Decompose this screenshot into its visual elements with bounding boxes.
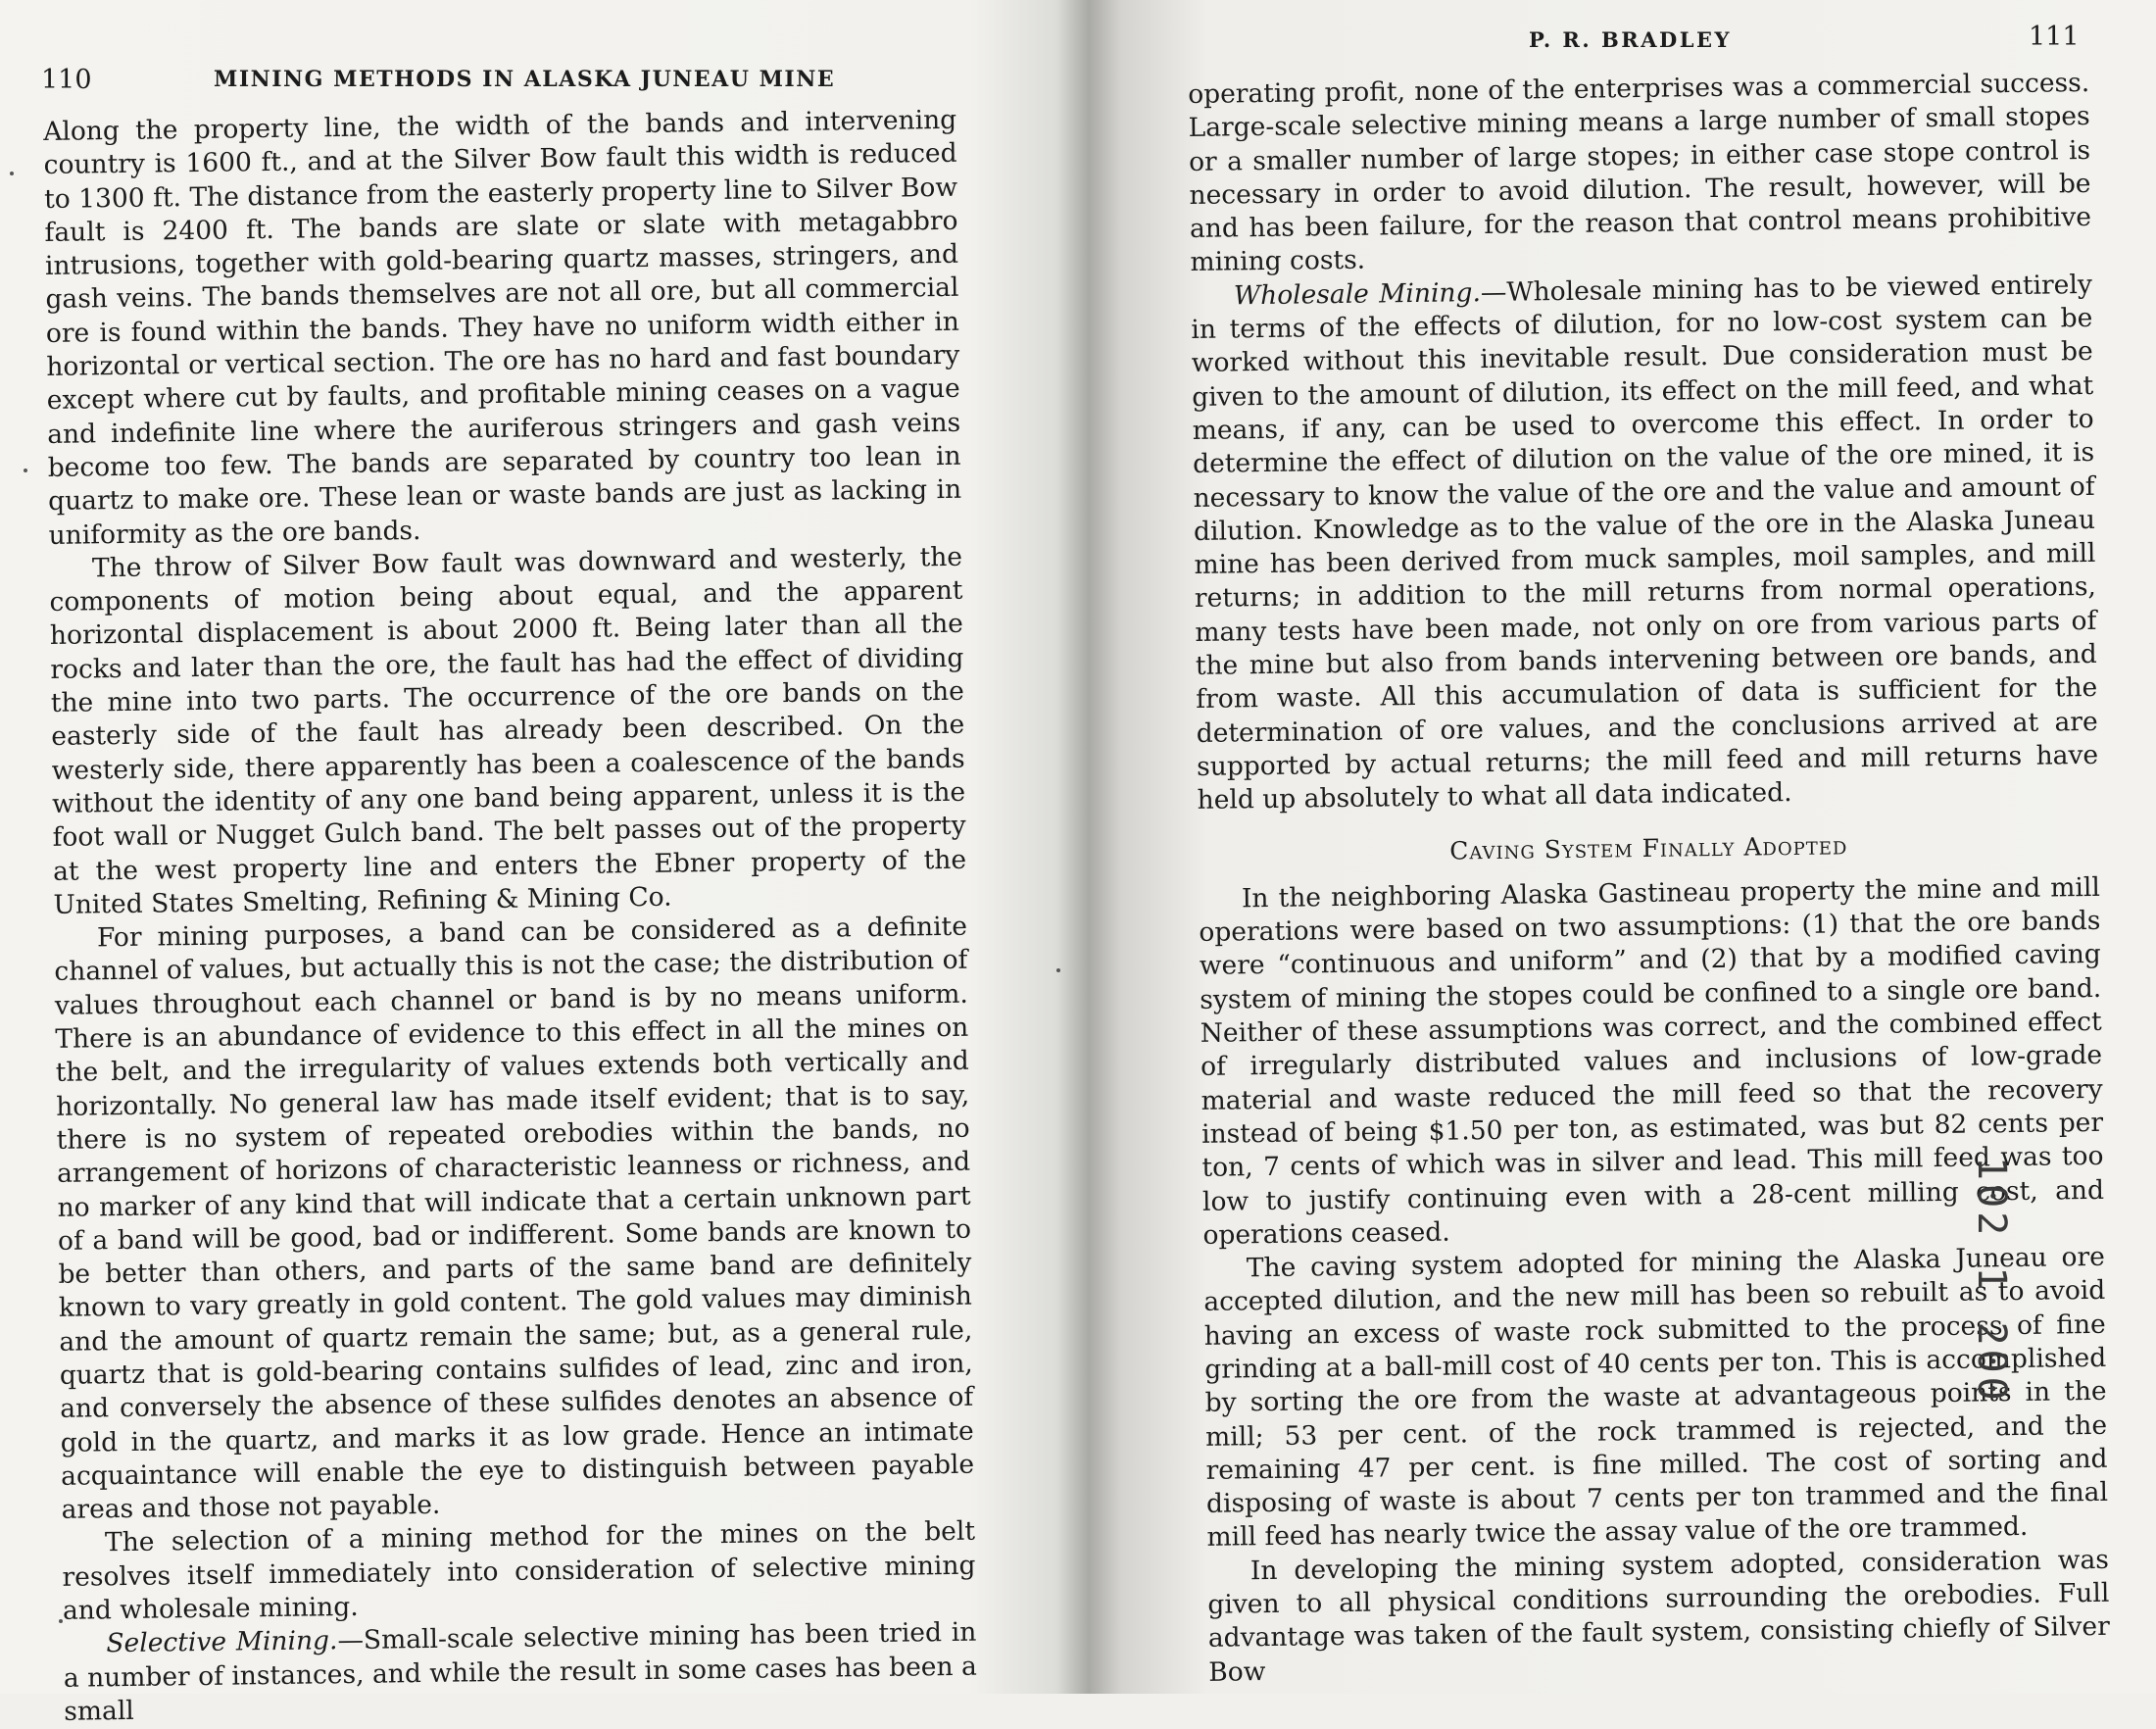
- margin-stamp: 102 1 200: [1969, 1157, 2014, 1405]
- paragraph: [63, 1616, 977, 1729]
- paragraph-text: operating profit, none of the enterprises was a commercial success. Large-scale selective mining means a large number of small stopes or a smaller number of large stopes; in either case stope control is necessary in order to avoid dilution. The result, however, will be and has been failure, for the reason that control means prohibitive mining costs.: [1188, 67, 2092, 278]
- paragraph-text: In developing the mining system adopted, consideration was given to all physical conditions surrounding the orebodies. Full advantage was taken of the fault system, consisting chiefly of Silver Bow: [1207, 1544, 2110, 1688]
- scan-speck: [24, 469, 27, 472]
- running-head-right: P. R. BRADLEY: [1529, 27, 1732, 52]
- section-heading: Caving System Finally Adopted: [1449, 830, 1848, 865]
- paragraph: [1207, 1544, 2111, 1690]
- left-page-body: [43, 104, 977, 1729]
- scan-speck: [1056, 968, 1060, 972]
- paragraph-text: The selection of a mining method for the mines on the belt resolves itself immediately into consideration of selective mining and wholesale mining.: [62, 1516, 976, 1626]
- paragraph: [1188, 67, 2092, 280]
- scan-speck: [59, 1619, 63, 1623]
- paragraph-text: The throw of Silver Bow fault was downward and westerly, the components of motion being about equal, and the apparent horizontal displacement is about 2000 ft. Being later than all the rocks and later than the ore, the fault has had the effect of dividing the mine into two parts. The occurrence of the ore bands on the easterly side of the fault has already been described. On the westerly side, there apparently has been a coalescence of the bands without the identity of any one band being apparent, unless it is the foot wall or Nugget Gulch band. The belt passes out of the property at the west property line and enters the Ebner property of the United States Smelting, Refining & Mining Co.: [49, 541, 967, 920]
- paragraph-text: —Small-scale selective mining has been tried in a number of instances, and while the result in some cases has been a small: [63, 1617, 977, 1727]
- run-in-heading: Selective Mining.: [106, 1625, 338, 1659]
- right-paragraphs-before: [1188, 67, 2099, 818]
- paragraph: [54, 911, 975, 1527]
- running-head-left: MINING METHODS IN ALASKA JUNEAU MINE: [214, 67, 836, 92]
- page-number-left: 110: [41, 65, 92, 95]
- paragraph-text: In the neighboring Alaska Gastineau property the mine and mill operations were based on two assumptions: (1) that the ore bands were “continuous and uniform” and (2) that by a modified caving system of mining the stopes could be confined to a single ore band. Neither of these assumptions was correct, and the combined effect of irregularly distributed values and inclusions of low-grade material and waste reduced the mill feed so that the recovery instead of being $1.50 per ton, as estimated, was but 82 cents per ton, 7 cents of which was in silver and lead. This mill feed was too low to justify continuing even with a 28-cent milling cost, and operations ceased.: [1199, 871, 2105, 1251]
- paragraph: [43, 104, 962, 553]
- paragraph: [62, 1515, 976, 1628]
- right-page-body: [1188, 67, 2110, 1690]
- right-page: [1117, 0, 2156, 1694]
- paragraph-text: The caving system adopted for mining the Alaska Juneau ore accepted dilution, and the new mill has been so rebuilt as to avoid having an excess of waste rock submitted to the process of fine grinding at a ball-mill cost of 40 cents per ton. This is accomplished by sorting the ore from the waste at advantageous points in the mill; 53 per cent. of the rock trammed is rejected, and the remaining 47 per cent. is fine milled. The cost of sorting and disposing of waste is about 7 cents per ton trammed and the final mill feed has nearly twice the assay value of the ore trammed.: [1203, 1241, 2109, 1554]
- paragraph-text: —Wholesale mining has to be viewed entirely in terms of the effects of dilution, for no low-cost system can be worked without this inevitable result. Due consideration must be given to the amount of dilution, its effect on the mill feed, and what means, if any, can be used to overcome this effect. In order to determine the effect of dilution on the value of the ore mined, it is necessary to know the value of the ore and the value and amount of dilution. Knowledge as to the value of the ore in the Alaska Juneau mine has been derived from muck samples, moil samples, and mill returns; in addition to the mill returns from normal operations, many tests have been made, not only on ore from various parts of the mine but also from bands intervening between ore bands, and from waste. All this accumulation of data is sufficient for the determination of ore values, and the conclusions arrived at are supported by actual returns; the mill feed and mill returns have held up absolutely to what all data indicated.: [1191, 269, 2099, 816]
- paragraph-text: Along the property line, the width of the bands and intervening country is 1600 ft., and at the Silver Bow fault this width is reduced to 1300 ft. The distance from the easterly property line to Silver Bow fault is 2400 ft. The bands are slate or slate with metagabbro intrusions, together with gold-bearing quartz masses, stringers, and gash veins. The bands themselves are not all ore, but all commercial ore is found within the bands. They have no uniform width either in horizontal or vertical section. The ore has no hard and fast boundary except where cut by faults, and profitable mining ceases on a vague and indefinite line where the auriferous stringers and gash veins become too few. The bands are separated by country too lean in quartz to make ore. These lean or waste bands are just as lacking in uniformity as the ore bands.: [43, 104, 962, 551]
- paragraph: [49, 541, 967, 922]
- page-number-right: 111: [2029, 22, 2080, 52]
- paragraph-text: For mining purposes, a band can be considered as a definite channel of values, but actually this is not the case; the distribution of values throughout each channel or band is by no means uniform. There is an abundance of evidence to this effect in all the mines on the belt, and the irregularity of values extends both vertically and horizontally. No general law has made itself evident; that is to say, there is no system of repeated orebodies within the bands, no arrangement of horizons of characteristic leanness or richness, and no marker of any kind that will indicate that a certain unknown part of a band will be good, bad or indifferent. Some bands are known to be better than others, and parts of the same band are definitely known to vary greatly in gold content. The gold values may diminish and the amount of quartz remain the same; but, as a general rule, quartz that is gold-bearing contains sulfides of lead, zinc and iron, and conversely the absence of these sulfides denotes an absence of gold in the quartz, and marks it as low grade. Hence an intimate acquaintance will enable the eye to distinguish between payable areas and those not payable.: [54, 911, 975, 1526]
- left-page: [0, 0, 1058, 1727]
- scan-speck: [10, 172, 14, 175]
- paragraph: [1191, 269, 2099, 818]
- run-in-heading: Wholesale Mining.: [1233, 276, 1482, 312]
